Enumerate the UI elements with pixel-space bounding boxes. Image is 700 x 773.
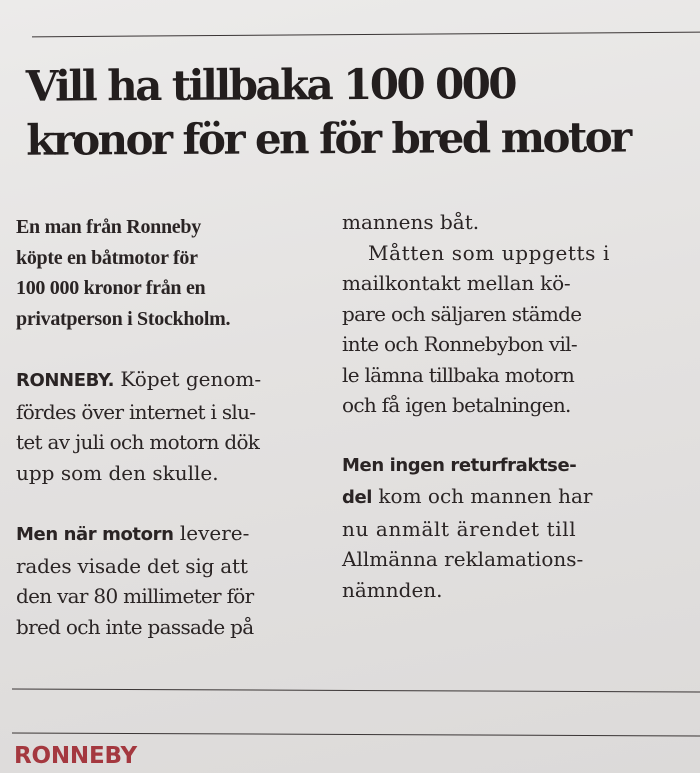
ingress-line: privatperson i Stockholm. <box>16 307 231 330</box>
headline-line: kronor för en för bred motor <box>26 112 630 165</box>
article-column-right <box>342 207 650 605</box>
body-line: mannens båt. <box>342 210 480 234</box>
body-line: fördes över internet i slu- <box>16 399 256 424</box>
body-line: rades visade det sig att <box>16 553 248 578</box>
ingress-line: En man från Ronneby <box>16 216 201 238</box>
body-line <box>16 364 316 397</box>
paragraph-lead: Men när motorn <box>16 524 174 545</box>
bottom-divider <box>12 732 700 736</box>
body-line: mailkontakt mellan kö- <box>342 271 571 295</box>
top-divider <box>32 32 700 38</box>
ingress-line: köpte en båtmotor för <box>16 246 198 269</box>
paragraph-gap <box>342 421 650 451</box>
headline-line: Vill ha tillbaka 100 000 <box>25 59 516 111</box>
body-paragraph <box>342 451 650 606</box>
bottom-divider <box>12 688 700 692</box>
body-line: upp som den skulle. <box>16 460 219 485</box>
body-paragraph <box>16 364 316 488</box>
body-line <box>16 518 316 551</box>
article-headline <box>26 56 687 167</box>
paragraph-gap <box>16 488 316 518</box>
ingress-line: 100 000 kronor från en <box>16 277 206 299</box>
body-line: nämnden. <box>342 577 443 602</box>
body-text: levere- <box>173 521 250 545</box>
body-paragraph <box>16 518 316 642</box>
body-text: Köpet genom- <box>114 367 262 391</box>
body-line <box>342 481 650 514</box>
body-line: Måtten som uppgetts i <box>368 240 610 265</box>
article-column-left <box>16 212 316 642</box>
dateline: RONNEBY. <box>16 370 115 391</box>
body-text: kom och mannen har <box>372 484 593 508</box>
body-line: pare och säljaren stämde <box>342 301 582 326</box>
body-line: Allmänna reklamations- <box>342 547 584 571</box>
body-line: bred och inte passade på <box>16 614 254 639</box>
body-line: den var 80 millimeter för <box>16 584 254 608</box>
body-line: tet av juli och motorn dök <box>16 430 260 454</box>
body-paragraph <box>342 207 650 421</box>
article-ingress <box>16 212 316 334</box>
paragraph-lead: del <box>342 487 373 508</box>
body-line: och få igen betalningen. <box>342 393 571 417</box>
section-label: RONNEBY <box>14 743 137 769</box>
body-line: inte och Ronnebybon vil- <box>342 332 577 356</box>
body-line: le lämna tillbaka motorn <box>342 362 575 387</box>
paragraph-gap <box>16 334 316 364</box>
paragraph-lead: Men ingen returfraktse- <box>342 454 577 476</box>
body-line: nu anmält ärendet till <box>342 516 577 541</box>
